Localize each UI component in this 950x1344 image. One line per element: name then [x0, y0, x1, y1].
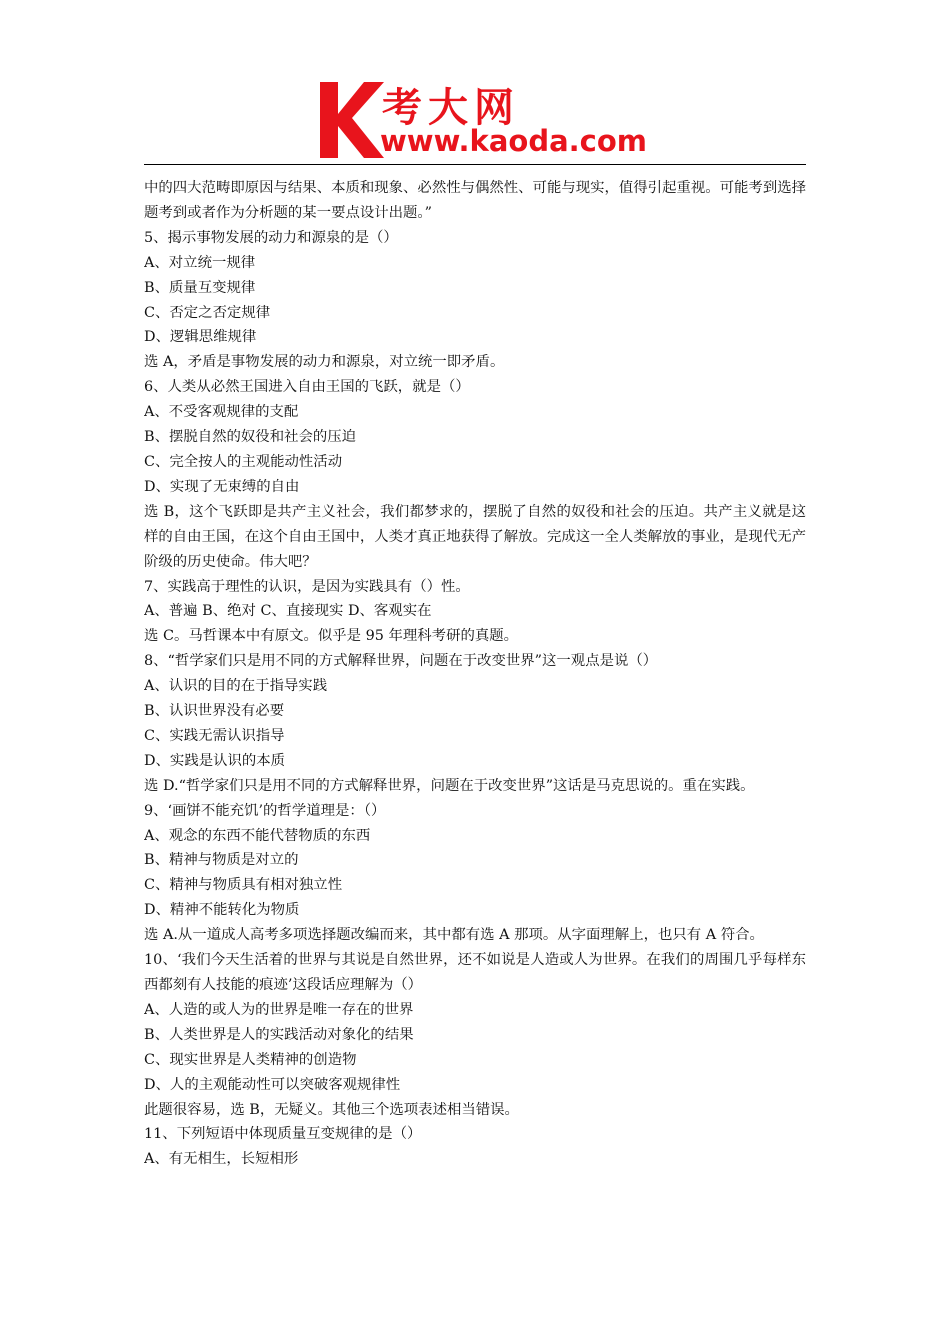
question-10-stem: 10、‘我们今天生活着的世界与其说是自然世界，还不如说是人造或人为世界。在我们的周围几乎每样东西都刻有人技能的痕迹’这段话应理解为（） — [144, 952, 806, 993]
question-8-answer: 选 D.“哲学家们只是用不同的方式解释世界，问题在于改变世界”这话是马克思说的。重在实践。 — [144, 777, 755, 794]
question-9-option-a: A、观念的东西不能代替物质的东西 — [144, 827, 371, 844]
logo-url-text: www.kaoda.com — [380, 124, 647, 158]
question-5-stem: 5、揭示事物发展的动力和源泉的是（） — [144, 229, 398, 246]
question-7-answer: 选 C。马哲课本中有原文。似乎是 95 年理科考研的真题。 — [144, 628, 519, 645]
question-11-stem: 11、下列短语中体现质量互变规律的是（） — [144, 1126, 422, 1143]
question-10-option-b: B、人类世界是人的实践活动对象化的结果 — [144, 1026, 414, 1043]
question-8-option-c: C、实践无需认识指导 — [144, 727, 285, 744]
question-10-option-c: C、现实世界是人类精神的创造物 — [144, 1051, 357, 1068]
question-6-option-b: B、摆脱自然的奴役和社会的压迫 — [144, 429, 357, 446]
question-8-option-b: B、认识世界没有必要 — [144, 703, 285, 720]
question-9-option-b: B、精神与物质是对立的 — [144, 852, 299, 869]
question-5-option-b: B、质量互变规律 — [144, 279, 256, 296]
question-6-option-d: D、实现了无束缚的自由 — [144, 478, 300, 495]
header-divider — [144, 164, 806, 165]
question-6-stem: 6、人类从必然王国进入自由王国的飞跃，就是（） — [144, 379, 470, 396]
question-9-option-c: C、精神与物质具有相对独立性 — [144, 877, 343, 894]
document-body — [144, 176, 806, 1172]
question-8-option-d: D、实践是认识的本质 — [144, 752, 286, 769]
question-9-stem: 9、‘画饼不能充饥’的哲学道理是：（） — [144, 802, 386, 819]
question-10-option-a: A、人造的或人为的世界是唯一存在的世界 — [144, 1001, 414, 1018]
question-7-options: A、普遍 B、绝对 C、直接现实 D、客观实在 — [144, 603, 432, 620]
question-6-option-c: C、完全按人的主观能动性活动 — [144, 453, 343, 470]
question-10-answer: 此题很容易，选 B，无疑义。其他三个选项表述相当错误。 — [144, 1101, 519, 1118]
question-9-answer: 选 A.从一道成人高考多项选择题改编而来，其中都有选 A 那项。从字面理解上，也只有 A 符合。 — [144, 927, 764, 944]
k-logo-icon — [318, 78, 388, 160]
question-9-option-d: D、精神不能转化为物质 — [144, 902, 300, 919]
question-6-answer: 选 B，这个飞跃即是共产主义社会，我们都梦求的，摆脱了自然的奴役和社会的压迫。共产主义就是这样的自由王国，在这个自由王国中，人类才真正地获得了解放。完成这一全人类解放的事业，是现代无产阶级的历史使命。伟大吧？ — [144, 503, 806, 570]
question-10-option-d: D、人的主观能动性可以突破客观规律性 — [144, 1076, 401, 1093]
question-5-answer: 选 A，矛盾是事物发展的动力和源泉，对立统一即矛盾。 — [144, 354, 505, 371]
question-5-option-d: D、逻辑思维规律 — [144, 329, 257, 346]
question-6-option-a: A、不受客观规律的支配 — [144, 404, 299, 421]
question-8-option-a: A、认识的目的在于指导实践 — [144, 678, 328, 695]
intro-paragraph: 中的四大范畴即原因与结果、本质和现象、必然性与偶然性、可能与现实，值得引起重视。可能考到选择题考到或者作为分析题的某一要点设计出题。” — [144, 180, 806, 221]
logo-chinese-text: 考大网 — [382, 85, 520, 131]
question-8-stem: 8、“哲学家们只是用不同的方式解释世界，问题在于改变世界”这一观点是说（） — [144, 653, 658, 670]
question-7-stem: 7、实践高于理性的认识，是因为实践具有（）性。 — [144, 578, 470, 595]
kaoda-logo[interactable] — [318, 78, 648, 162]
question-11-option-a: A、有无相生，长短相形 — [144, 1151, 299, 1168]
question-5-option-c: C、否定之否定规律 — [144, 304, 271, 321]
question-5-option-a: A、对立统一规律 — [144, 254, 256, 271]
page-header — [0, 0, 950, 166]
